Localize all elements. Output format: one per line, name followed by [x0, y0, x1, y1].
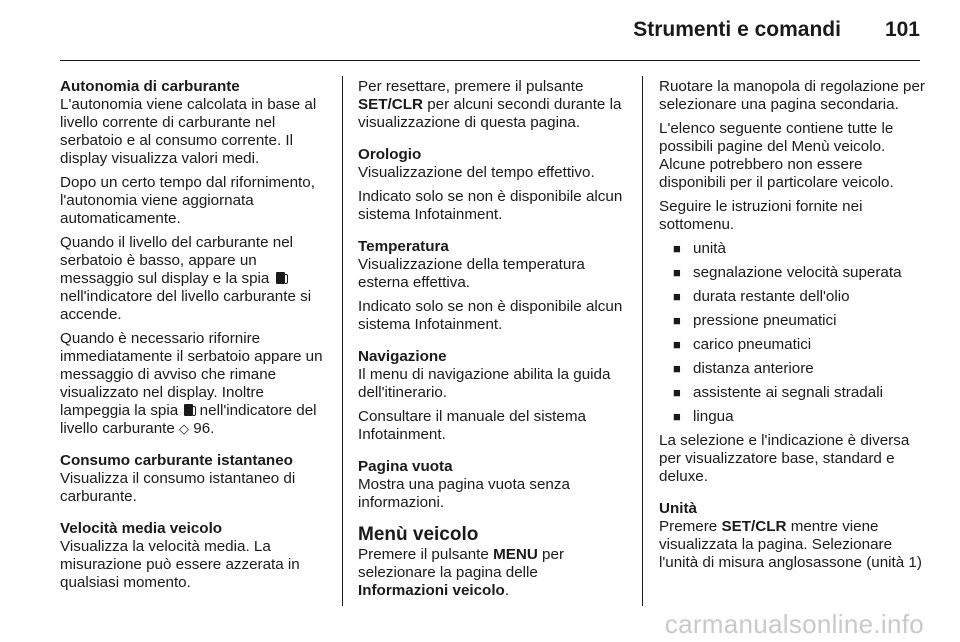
- column-3: [659, 78, 929, 578]
- text-span: Quando è necessario rifornire immediatamente il serbatoio appare un messaggio di avviso che rimane visualizzato nel display. Inoltre lampeggia la spia: [60, 330, 323, 419]
- list-item: [659, 240, 929, 258]
- bullet-icon: ■: [673, 265, 681, 280]
- fuel-pump-icon: [276, 272, 285, 284]
- bullet-icon: ■: [673, 385, 681, 400]
- paragraph: Ruotare la manopola di regolazione per selezionare una pagina secondaria.: [659, 78, 925, 113]
- header-title: Strumenti e comandi: [633, 18, 841, 41]
- vehicle-menu-list: [659, 240, 929, 426]
- list-item: [659, 288, 929, 306]
- paragraph: La selezione e l'indicazione è diversa per visualizzatore base, standard e deluxe.: [659, 432, 910, 485]
- section-heading-blank-page: Pagina vuota: [358, 458, 453, 475]
- menu-label: Informazioni veicolo: [358, 582, 505, 599]
- section-heading-average-speed: Velocità media veicolo: [60, 520, 223, 537]
- bullet-icon: ■: [673, 289, 681, 304]
- bullet-icon: ■: [673, 409, 681, 424]
- text-span: per selezionare la pagina delle: [358, 546, 564, 581]
- page-reference[interactable]: 96.: [193, 420, 215, 437]
- list-item: [659, 384, 929, 402]
- page-header: [633, 18, 920, 42]
- list-item-text: segnalazione velocità superata: [693, 264, 902, 281]
- page-reference-icon: ◇: [179, 421, 190, 436]
- list-item: [659, 264, 929, 282]
- text-span: per alcuni secondi durante la visualizzazione di questa pagina.: [358, 96, 622, 131]
- list-item-text: carico pneumatici: [693, 336, 812, 353]
- text-span: mentre viene visualizzata la pagina. Selezionare l'unità di misura anglosassone (unità 1): [659, 518, 922, 571]
- paragraph: Mostra una pagina vuota senza informazioni.: [358, 476, 570, 511]
- watermark: carmanualsonline.info: [664, 609, 924, 639]
- column-divider-1: [342, 76, 343, 606]
- text-span: Premere: [659, 518, 718, 535]
- column-1: [60, 78, 326, 598]
- list-item-text: pressione pneumatici: [693, 312, 837, 329]
- column-divider-2: [642, 76, 643, 606]
- list-item: [659, 312, 929, 330]
- column-2: [358, 78, 624, 606]
- list-item-text: unità: [693, 240, 726, 257]
- text-span: nell'indicatore del livello carburante si accende.: [60, 288, 312, 323]
- bullet-icon: ■: [673, 361, 681, 376]
- list-item-text: durata restante dell'olio: [693, 288, 850, 305]
- list-item: [659, 336, 929, 354]
- section-heading-units: Unità: [659, 500, 697, 517]
- key-label: MENU: [493, 546, 538, 563]
- paragraph: Visualizza la velocità media. La misurazione può essere azzerata in qualsiasi momento.: [60, 538, 300, 591]
- paragraph: Visualizzazione della temperatura esterna effettiva.: [358, 256, 585, 291]
- list-item: [659, 360, 929, 378]
- paragraph: Indicato solo se non è disponibile alcun sistema Infotainment.: [358, 188, 623, 223]
- paragraph: [358, 546, 624, 600]
- key-label: SET/CLR: [358, 96, 423, 113]
- paragraph: [60, 330, 326, 438]
- section-heading-vehicle-menu: Menù veicolo: [358, 524, 479, 545]
- text-span: nell'indicatore del livello carburante: [60, 402, 317, 437]
- header-divider: [60, 60, 920, 61]
- bullet-icon: ■: [673, 337, 681, 352]
- page-number: 101: [884, 18, 920, 41]
- paragraph: Visualizza il consumo istantaneo di carburante.: [60, 470, 296, 505]
- fuel-pump-icon: [184, 404, 193, 416]
- list-item: [659, 408, 929, 426]
- list-item-text: lingua: [693, 408, 734, 425]
- bullet-icon: ■: [673, 241, 681, 256]
- paragraph: Il menu di navigazione abilita la guida dell'itinerario.: [358, 366, 611, 401]
- paragraph: Dopo un certo tempo dal rifornimento, l'autonomia viene aggiornata automaticamente.: [60, 174, 315, 227]
- section-heading-temperature: Temperatura: [358, 238, 449, 255]
- text-span: Premere il pulsante: [358, 546, 489, 563]
- paragraph: Indicato solo se non è disponibile alcun sistema Infotainment.: [358, 298, 623, 333]
- text-span: Per resettare, premere il pulsante: [358, 78, 584, 95]
- text-span: Quando il livello del carburante nel serbatoio è basso, appare un messaggio sul display e la spia: [60, 234, 294, 287]
- paragraph: Visualizzazione del tempo effettivo.: [358, 164, 595, 181]
- paragraph: [60, 234, 326, 324]
- list-item-text: distanza anteriore: [693, 360, 814, 377]
- paragraph: Consultare il manuale del sistema Infotainment.: [358, 408, 586, 443]
- paragraph: Seguire le istruzioni fornite nei sottomenu.: [659, 198, 863, 233]
- bullet-icon: ■: [673, 313, 681, 328]
- key-label: SET/CLR: [721, 518, 787, 535]
- section-heading-fuel-range: Autonomia di carburante: [60, 78, 240, 95]
- text-span: .: [504, 582, 510, 599]
- section-heading-navigation: Navigazione: [358, 348, 447, 365]
- list-item-text: assistente ai segnali stradali: [693, 384, 883, 401]
- paragraph: [358, 78, 624, 132]
- paragraph: L'autonomia viene calcolata in base al livello corrente di carburante nel serbatoio e al consumo corrente. Il display visualizza valori medi.: [60, 96, 317, 167]
- section-heading-instant-consumption: Consumo carburante istantaneo: [60, 452, 293, 469]
- section-heading-clock: Orologio: [358, 146, 422, 163]
- paragraph: L'elenco seguente contiene tutte le possibili pagine del Menù veicolo. Alcune potrebbero non essere disponibili per il particolare veicolo.: [659, 120, 894, 191]
- paragraph: [659, 518, 929, 572]
